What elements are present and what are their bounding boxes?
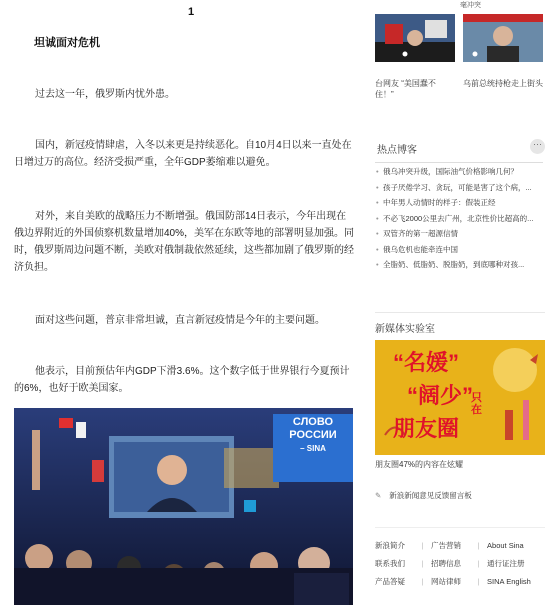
article-paragraph: 国内，新冠疫情肆虐，入冬以来更是持续恶化。自10月4日以来一直处在日增过万的高位。经济受损严重，全年GDP萎缩难以避免。 xyxy=(14,140,352,168)
footer-link[interactable]: 网站律师 xyxy=(431,577,462,586)
blog-item[interactable]: • 俄乌冲突升级，国际油气价格影响几何？ xyxy=(375,164,545,180)
separator: | xyxy=(421,559,424,568)
footer-link[interactable]: 新浪简介 xyxy=(375,541,405,550)
footer-link[interactable]: 广告营销 xyxy=(431,541,462,550)
separator: | xyxy=(477,541,480,550)
hot-blog-header xyxy=(375,141,543,163)
top-clipped-text: 毫冲突 xyxy=(460,2,481,9)
footer-link[interactable]: 招聘信息 xyxy=(431,559,462,568)
section-title: 坦诚面对危机 xyxy=(34,37,100,49)
news-thumbnail[interactable] xyxy=(375,14,455,62)
divider xyxy=(375,312,545,313)
divider xyxy=(375,527,545,528)
feedback-link[interactable]: ✎ 新浪新闻意见反馈留言板 xyxy=(375,491,472,500)
banner-caption[interactable]: 朋友圈47%的内容在炫耀 xyxy=(375,460,464,469)
thumbnail-caption[interactable]: 台网友 “美国蠢不住！” xyxy=(375,79,436,99)
separator: | xyxy=(421,577,424,586)
photo-sign: СЛОВО РОССИИ – SINA xyxy=(289,416,337,453)
footer-link[interactable]: 产品答疑 xyxy=(375,577,405,586)
new-media-lab-title: 新媒体实验室 xyxy=(375,324,435,335)
article-paragraph: 过去这一年，俄罗斯内忧外患。 xyxy=(35,89,175,100)
blog-item[interactable]: • 俄乌危机也能牵连中国 xyxy=(375,242,545,258)
more-icon[interactable]: ··· xyxy=(530,139,545,154)
separator: | xyxy=(477,577,480,586)
page-number: 1 xyxy=(188,6,195,18)
sidebar xyxy=(373,0,550,605)
blog-item[interactable]: • 不必飞2000公里去广州，北京性价比超高的... xyxy=(375,211,545,227)
article-paragraph: 面对这些问题，普京非常坦诚，直言新冠疫情是今年的主要问题。 xyxy=(35,315,325,326)
pen-icon: ✎ xyxy=(375,491,382,500)
separator: | xyxy=(421,541,424,550)
footer-links xyxy=(375,537,545,591)
footer-link[interactable]: About Sina xyxy=(487,541,524,550)
footer-link[interactable]: 联系我们 xyxy=(375,559,405,568)
banner-headline: “名媛” “阔少” 朋友圈 xyxy=(393,350,474,441)
separator: | xyxy=(477,559,480,568)
article-photo xyxy=(14,408,353,605)
blog-item[interactable]: • 双管齐的第一超源信情 xyxy=(375,226,545,242)
blog-item[interactable]: • 中年男人动情时的样子：假装正经 xyxy=(375,195,545,211)
article-paragraph: 他表示，目前预估年内GDP下滑3.6%。这个数字低于世界银行今夏预计的6%，也好于欧美国家。 xyxy=(14,366,350,394)
article-paragraph: 对外，来自美欧的战略压力不断增强。俄国防部14日表示，今年出现在俄边界附近的外国侦察机数量增加40%，美军在东欧等地的部署明显加强。同时，俄罗斯周边问题不断，美欧对俄制裁依然延续，这些都加剧了俄罗斯的经济负担。 xyxy=(14,211,355,273)
hot-blog-title: 热点博客 xyxy=(377,145,417,156)
footer-link[interactable]: 通行证注册 xyxy=(487,559,525,568)
hot-blog-list xyxy=(375,164,545,273)
footer-link[interactable]: SINA English xyxy=(487,577,531,586)
news-thumbnail[interactable] xyxy=(463,14,543,62)
blog-item[interactable]: • 孩子厌倦学习、贪玩，可能是害了这个病，... xyxy=(375,180,545,196)
thumbnail-caption[interactable]: 乌前总统持枪走上街头 xyxy=(463,79,543,88)
new-media-lab-banner[interactable] xyxy=(375,340,545,455)
banner-side-text: 只在 xyxy=(471,392,482,416)
blog-item[interactable]: • 全脂奶、低脂奶、脱脂奶，到底哪种对孩... xyxy=(375,257,545,273)
